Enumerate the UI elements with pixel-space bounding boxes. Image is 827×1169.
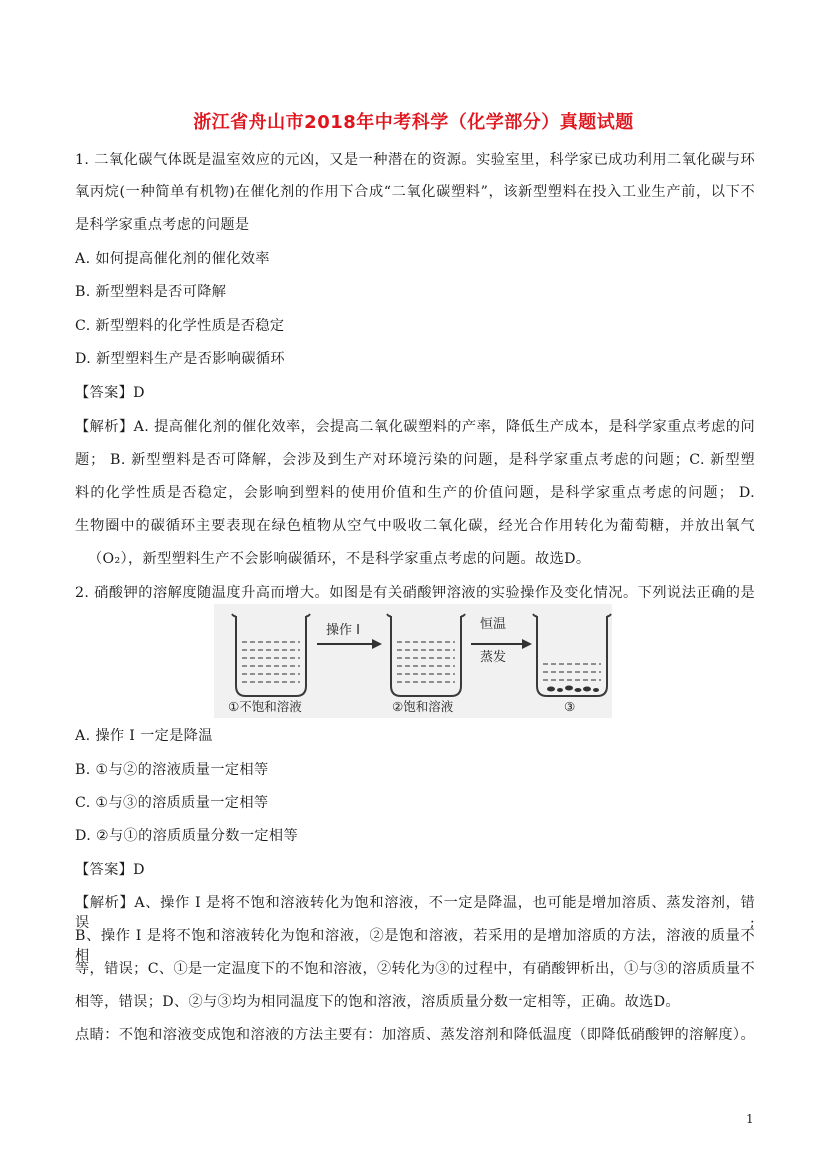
q1-stem-line-1: 1. 二氧化碳气体既是温室效应的元凶，又是一种潜在的资源。实验室里，科学家已成功利用二氧化碳与环 xyxy=(75,152,755,168)
q1-analysis-line-1: 【解析】A. 提高催化剂的催化效率，会提高二氧化碳塑料的产率，降低生产成本，是科学家重点考虑的问 xyxy=(75,419,755,435)
q2-analysis-line-1: 【解析】A、操作 I 是将不饱和溶液转化为饱和溶液，不一定是降温，也可能是增加溶质、蒸发溶剂，错误; xyxy=(75,895,755,931)
q1-option-d: D. 新型塑料生产是否影响碳循环 xyxy=(75,351,285,367)
q1-option-a: A. 如何提高催化剂的催化效率 xyxy=(75,251,270,267)
q2-stem: 2. 硝酸钾的溶解度随温度升高而增大。如图是有关硝酸钾溶液的实验操作及变化情况。下列说法正确的是 xyxy=(75,585,755,601)
beaker-2-label: ②饱和溶液 xyxy=(392,699,454,714)
beaker-3-label: ③ xyxy=(564,699,576,714)
q2-option-c: C. ①与③的溶质质量一定相等 xyxy=(75,795,269,811)
q1-analysis-line-3: 料的化学性质是否稳定，会影响到塑料的使用价值和生产的价值问题，是科学家重点考虑的问题； D. xyxy=(75,485,755,501)
beaker-1-label: ①不饱和溶液 xyxy=(228,699,302,714)
q2-analysis-line-2: B、操作 I 是将不饱和溶液转化为饱和溶液，②是饱和溶液，若采用的是增加溶质的方法，溶液的质量不相 xyxy=(75,928,755,964)
arrow-1-label: 操作 I xyxy=(326,623,360,638)
q2-analysis-line-3: 等，错误；C、①是一定温度下的不饱和溶液，②转化为③的过程中，有硝酸钾析出，①与③的溶质质量不 xyxy=(75,961,755,977)
q2-option-a: A. 操作 I 一定是降温 xyxy=(75,728,213,744)
page-title: 浙江省舟山市2018年中考科学（化学部分）真题试题 xyxy=(193,112,634,133)
page-number: 1 xyxy=(746,1112,754,1126)
arrow-2-label-bottom: 蒸发 xyxy=(480,650,507,665)
beaker-experiment-figure xyxy=(214,604,612,718)
arrow-2-label-top: 恒温 xyxy=(480,617,507,632)
q2-option-d: D. ②与①的溶质质量分数一定相等 xyxy=(75,828,298,844)
q1-stem-line-2: 氧丙烷(一种简单有机物)在催化剂的作用下合成“二氧化碳塑料”，该新型塑料在投入工业生产前，以下不 xyxy=(75,184,755,200)
q1-stem-line-3: 是科学家重点考虑的问题是 xyxy=(75,217,250,233)
q1-analysis-line-4: 生物圈中的碳循环主要表现在绿色植物从空气中吸收二氧化碳，经光合作用转化为葡萄糖，并放出氧气 xyxy=(75,518,755,534)
q1-analysis-line-5: （O₂），新型塑料生产不会影响碳循环，不是科学家重点考虑的问题。故选D。 xyxy=(88,551,591,567)
q1-answer: 【答案】D xyxy=(75,385,145,401)
q2-option-b: B. ①与②的溶液质量一定相等 xyxy=(75,762,269,778)
q2-answer: 【答案】D xyxy=(75,862,145,878)
q1-option-c: C. 新型塑料的化学性质是否稳定 xyxy=(75,318,285,334)
q1-analysis-line-2: 题； B. 新型塑料是否可降解，会涉及到生产对环境污染的问题，是科学家重点考虑的问题；C. 新型塑 xyxy=(75,452,755,468)
q1-option-b: B. 新型塑料是否可降解 xyxy=(75,284,227,300)
q2-tip: 点睛：不饱和溶液变成饱和溶液的方法主要有：加溶质、蒸发溶剂和降低温度（即降低硝酸钾的溶解度）。 xyxy=(75,1027,755,1043)
q2-analysis-line-4: 相等，错误；D、②与③均为相同温度下的饱和溶液，溶质质量分数一定相等，正确。故选D。 xyxy=(75,994,680,1010)
